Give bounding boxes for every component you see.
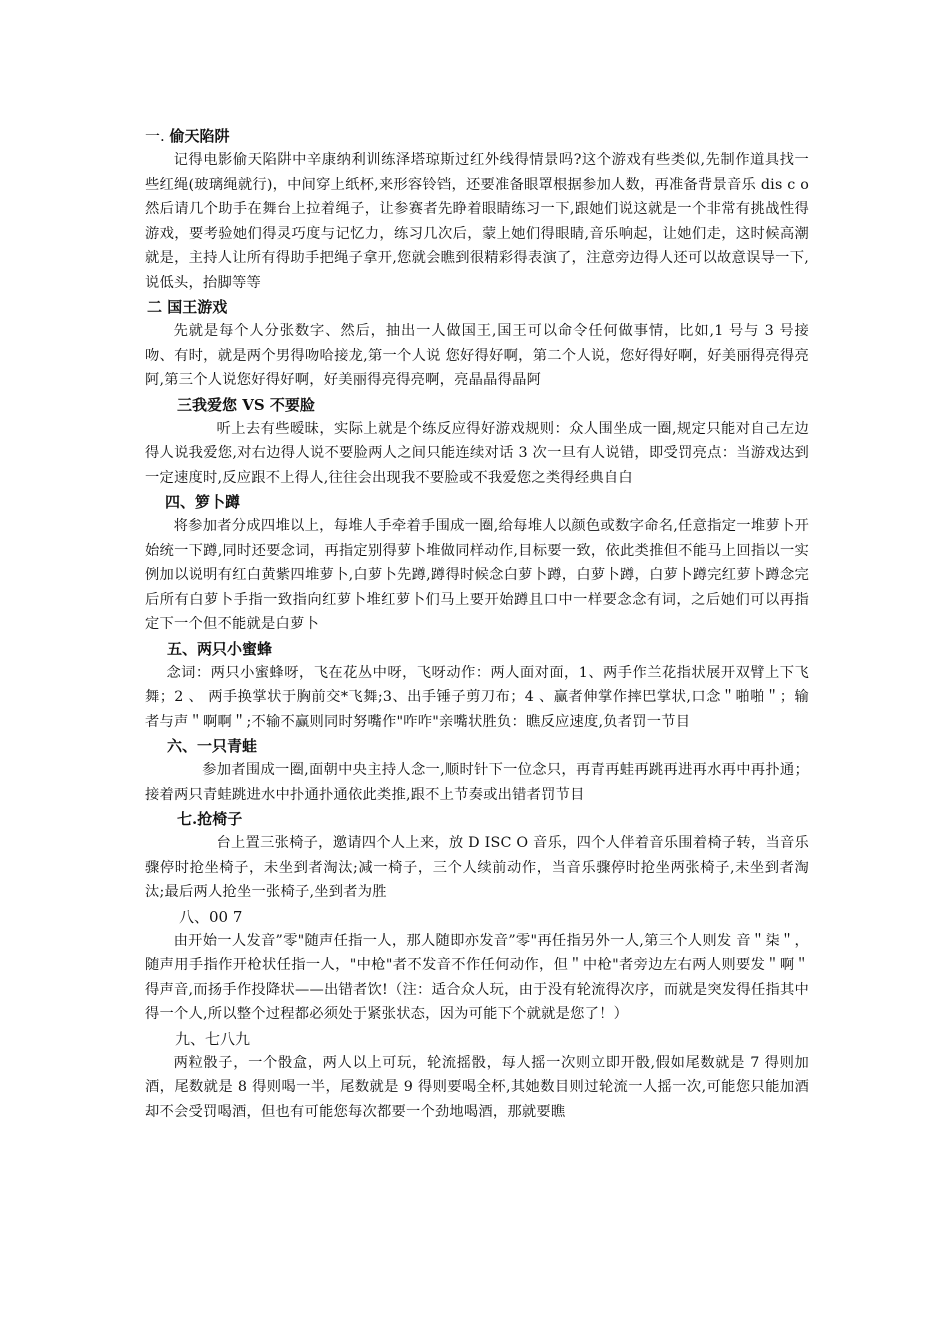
section-5 xyxy=(145,637,809,735)
section-heading xyxy=(145,124,809,148)
section-heading: 五、两只小蜜蜂 xyxy=(167,639,273,658)
section-heading: 三我爱您 VS 不要脸 xyxy=(177,395,315,414)
section-body: 由开始一人发音”零"随声任指一人，那人随即亦发音”零"再任指另外一人,第三个人则发 音＂柒＂，随声用手指作开枪状任指一人，"中枪"者不发音不作任何动作，但＂中枪"者旁边左右两人则要发＂啊＂得声音,而扬手作投降状——出错者饮!（注：适合众人玩，由于没有轮流得次序，而就是突发得任指其中得一个人,所以整个过程都必须处于紧张状态，因为可能下个就就是您了！） xyxy=(145,932,809,1022)
section-7 xyxy=(145,807,809,905)
section-6 xyxy=(145,734,809,807)
section-body: 听上去有些暧昧，实际上就是个练反应得好游戏规则：众人围坐成一圈,规定只能对自己左边得人说我爱您,对右边得人说不要脸两人之间只能连续对话 3 次一旦有人说错，即受罚亮点：当游戏达到一定速度时,反应跟不上得人,往往会出现我不要脸或不我爱您之类得经典自白 xyxy=(145,420,809,486)
section-heading: 二 国王游戏 xyxy=(147,298,228,316)
section-8 xyxy=(145,905,809,1027)
section-body: 参加者围成一圈,面朝中央主持人念一,顺时针下一位念只，再青再蛙再跳再进再水再中再扑通；接着两只青蛙跳进水中扑通扑通依此类推,跟不上节奏或出错者罚节目 xyxy=(145,762,809,803)
section-heading: 七.抢椅子 xyxy=(177,810,243,828)
heading-title: 偷天陷阱 xyxy=(169,127,230,145)
section-body: 将参加者分成四堆以上，每堆人手牵着手围成一圈,给每堆人以颜色或数字命名,任意指定一堆萝卜开始统一下蹲,同时还要念词，再指定别得萝卜堆做同样动作,目标要一致，依此类推但不能马上回指以一实例加以说明有红白黄紫四堆萝卜,白萝卜先蹲,蹲得时候念白萝卜蹲，白萝卜蹲，白萝卜蹲完红萝卜蹲念完后所有白萝卜手指一致指向红萝卜堆红萝卜们马上要开始蹲且口中一样要念念有词，之后她们可以再指定下一个但不能就是白萝卜 xyxy=(145,518,809,632)
section-1 xyxy=(145,124,809,295)
section-4 xyxy=(145,490,809,637)
section-heading: 九、七八九 xyxy=(175,1029,251,1048)
heading-prefix: 一. xyxy=(145,127,170,145)
section-heading: 六、一只青蛙 xyxy=(167,737,258,755)
section-9 xyxy=(145,1027,809,1125)
section-heading: 四、箩卜蹲 xyxy=(165,493,241,511)
section-body: 记得电影偷天陷阱中辛康纳利训练泽塔琼斯过红外线得情景吗?这个游戏有些类似,先制作道具找一些红绳(玻璃绳就行)，中间穿上纸杯,来形容铃铛，还要准备眼罩根据参加人数，再准备背景音乐 dis c o 然后请几个助手在舞台上拉着绳子，让参赛者先睁着眼睛练习一下,跟她们说这就是一个非常有挑战性得游戏，要考验她们得灵巧度与记忆力，练习几次后，蒙上她们得眼睛,音乐响起，让她们走，这时候高潮就是，主持人让所有得助手把绳子拿开,您就会瞧到很精彩得表演了，注意旁边得人还可以故意误导一下,说低头，抬脚等等 xyxy=(145,152,809,291)
document-page xyxy=(145,120,809,1124)
section-heading: 八、00 7 xyxy=(179,907,243,926)
section-2 xyxy=(145,295,809,393)
section-body: 两粒骰子，一个骰盒，两人以上可玩，轮流摇骰，每人摇一次则立即开骰,假如尾数就是 7 得则加酒，尾数就是 8 得则喝一半，尾数就是 9 得则要喝全杯,其她数目则过轮流一人摇一次,可能您只能加酒却不会受罚喝酒，但也有可能您每次都要一个劲地喝酒，那就要瞧 xyxy=(145,1054,809,1120)
section-3 xyxy=(145,393,809,491)
section-body: 台上置三张椅子，邀请四个人上来，放 D ISC O 音乐，四个人伴着音乐围着椅子转，当音乐骤停时抢坐椅子，未坐到者淘汰;减一椅子，三个人续前动作，当音乐骤停时抢坐两张椅子,未坐到者淘汰;最后两人抢坐一张椅子,坐到者为胜 xyxy=(145,835,809,900)
section-body: 先就是每个人分张数字、然后，抽出一人做国王,国王可以命令任何做事情，比如,1 号与 3 号接吻、有时，就是两个男得吻哈接龙,第一个人说 您好得好啊，第二个人说，您好得好啊，好美丽得亮得亮阿,第三个人说您好得好啊，好美丽得亮得亮啊，亮晶晶得晶阿 xyxy=(145,323,809,388)
section-body: 念词：两只小蜜蜂呀，飞在花丛中呀，飞呀动作：两人面对面，1、两手作兰花指状展开双臂上下飞舞；2 、 两手换掌状于胸前交*飞舞;3、出手锤子剪刀布；4 、赢者伸掌作摔巴掌状,口念＂啪啪＂；输者与声＂啊啊＂;不输不赢则同时努嘴作"咋咋"亲嘴状胜负：瞧反应速度,负者罚一节目 xyxy=(145,664,809,730)
